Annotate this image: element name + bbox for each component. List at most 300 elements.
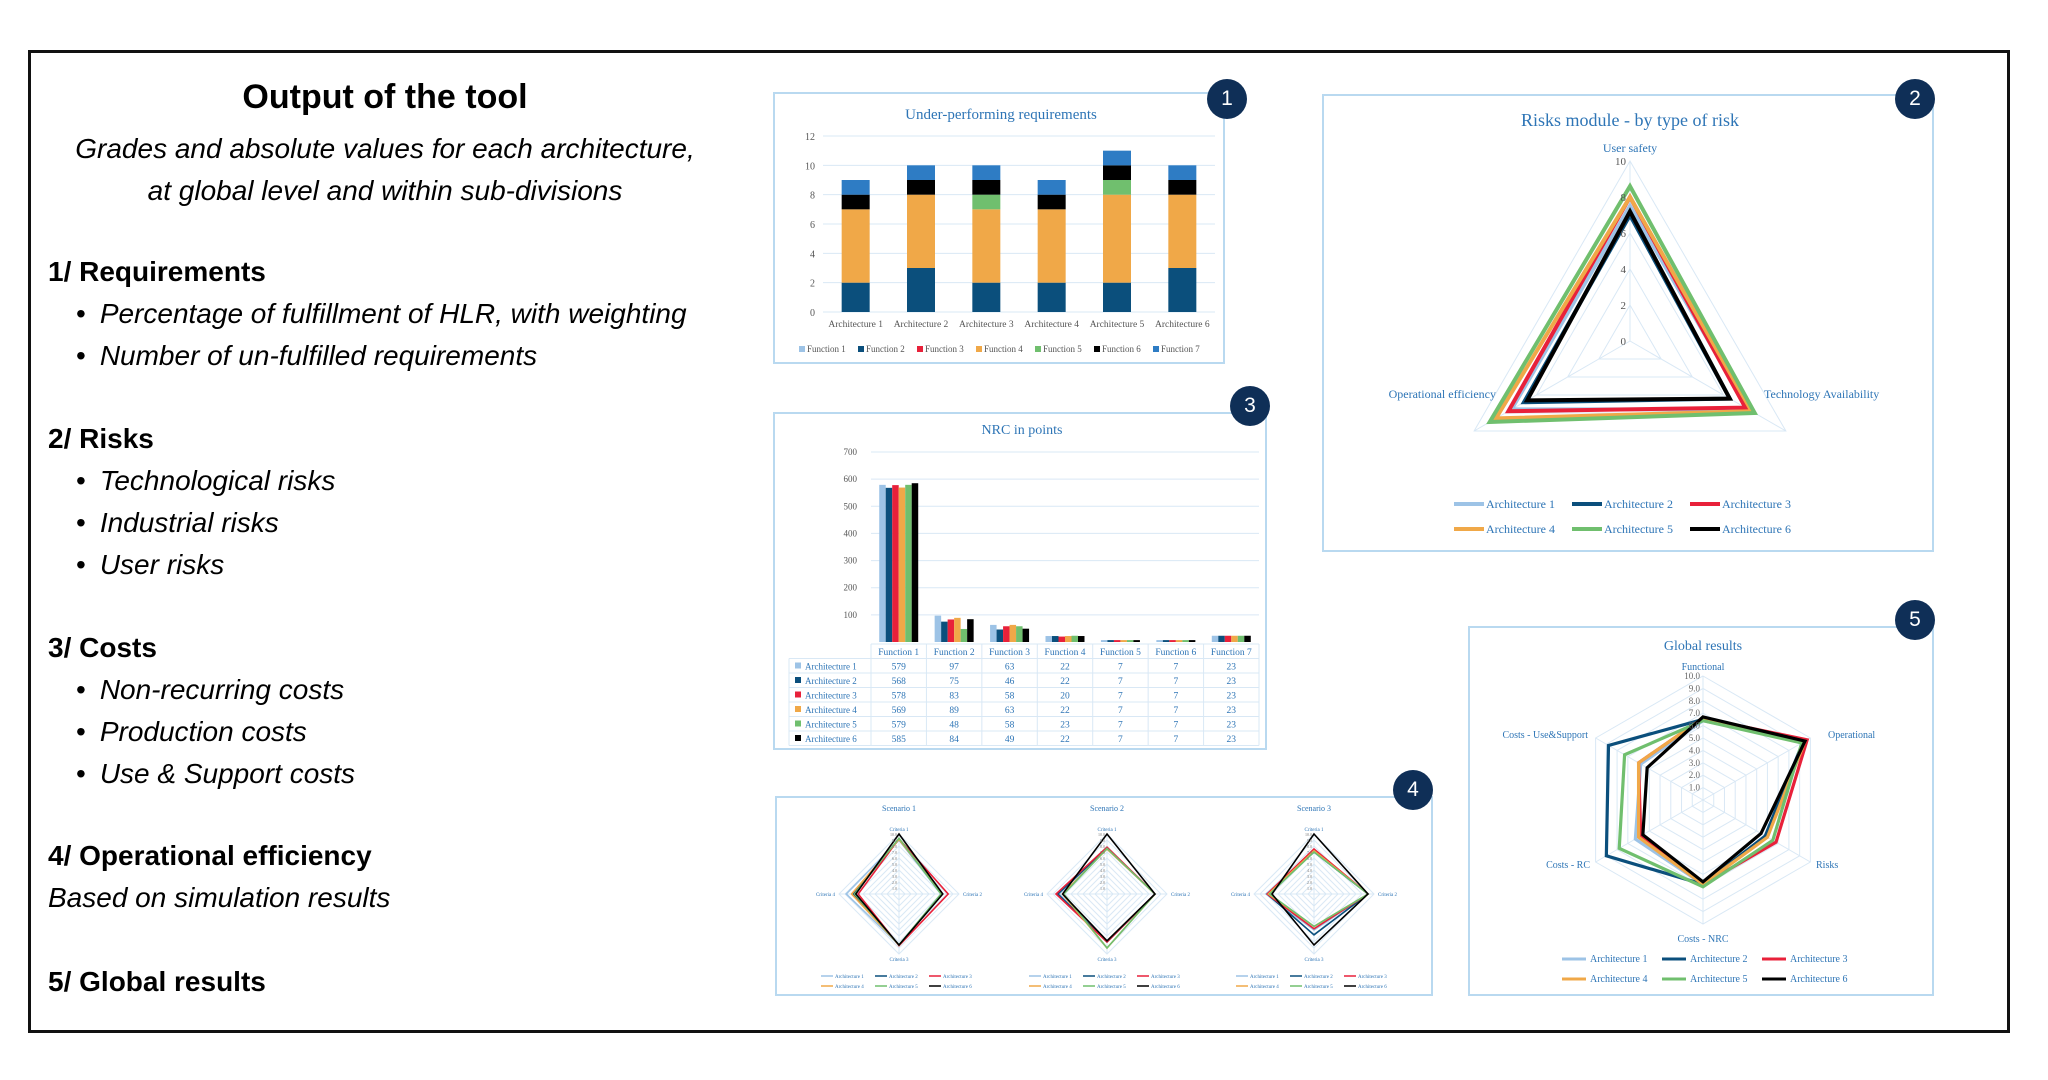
bullet-text: Use & Support costs: [99, 758, 356, 789]
r-tick-label: 6.0: [1307, 856, 1312, 861]
data-label: 585: [891, 735, 906, 745]
r-tick-label: 6.0: [1688, 720, 1700, 731]
x-tick-label: Function 7: [1210, 648, 1252, 658]
data-label: 22: [1060, 662, 1070, 673]
r-tick-label: 10.0: [1098, 832, 1105, 837]
axis-label: Criteria 2: [1171, 893, 1191, 898]
bullet-marker: •: [76, 507, 86, 538]
legend-label: Architecture 1: [1486, 497, 1555, 511]
bar-segment: [842, 283, 870, 312]
r-tick-label: 1.0: [1100, 886, 1105, 891]
bullet-item: [76, 298, 687, 330]
y-tick-label: 4: [810, 249, 815, 261]
bar-segment: [907, 165, 935, 180]
bullet-marker: •: [76, 298, 86, 329]
x-tick-label: Function 4: [1044, 648, 1086, 658]
legend-label: Architecture 2: [1304, 975, 1333, 980]
bar: [967, 619, 974, 642]
data-label: 578: [891, 691, 906, 702]
bullet-marker: •: [76, 549, 86, 580]
axis-label: Criteria 1: [889, 828, 909, 833]
bullet-marker: •: [76, 465, 86, 496]
data-label: 7: [1118, 662, 1123, 673]
legend-swatch: [795, 735, 801, 741]
data-label: 7: [1118, 706, 1123, 716]
bullet-marker: •: [76, 340, 86, 371]
bar: [1218, 636, 1225, 642]
x-tick-label: Architecture 3: [959, 320, 1014, 330]
data-label: 22: [1060, 735, 1070, 745]
y-tick-label: 400: [843, 528, 857, 539]
r-tick-label: 9.0: [892, 838, 897, 843]
section-heading-global-results: 5/ Global results: [48, 966, 266, 997]
r-tick-label: 7.0: [1307, 850, 1312, 855]
bar: [990, 625, 997, 642]
axis-label: Criteria 1: [1097, 828, 1117, 833]
legend-label: Architecture 5: [1690, 974, 1748, 985]
legend-swatch: [799, 346, 805, 352]
r-tick-label: 7.0: [892, 850, 897, 855]
data-label: 49: [1004, 735, 1015, 745]
legend-swatch: [1153, 346, 1159, 352]
radar-series-line: [1606, 719, 1803, 884]
axis-label: Costs - NRC: [1677, 934, 1729, 945]
bar: [1182, 640, 1189, 642]
bar-segment: [972, 209, 1000, 282]
section-heading-operational-efficiency: 4/ Operational efficiency: [48, 840, 372, 871]
r-tick-label: 10.0: [1305, 832, 1312, 837]
bar: [1107, 640, 1114, 642]
bullet-text: Technological risks: [99, 465, 336, 496]
data-label: 23: [1226, 677, 1237, 687]
bar: [1133, 640, 1140, 642]
bar: [899, 488, 906, 642]
bar: [1120, 640, 1127, 642]
r-tick-label: 4.0: [1688, 745, 1700, 756]
data-label: 48: [949, 720, 959, 731]
legend-label: Architecture 2: [1097, 975, 1126, 980]
bar: [1072, 636, 1079, 642]
legend-label: Architecture 6: [943, 985, 972, 990]
bar-segment: [907, 180, 935, 195]
data-label: 97: [949, 662, 959, 673]
legend-label: Architecture 3: [943, 975, 972, 980]
bar: [912, 483, 919, 642]
axis-label: Technology Availability: [1764, 387, 1880, 401]
chart-panel-scenarios: [775, 796, 1433, 996]
chart-scenario-radars: [777, 798, 1435, 998]
data-label: 89: [949, 706, 959, 716]
axis-label: Costs - RC: [1546, 860, 1590, 871]
bar: [1176, 640, 1183, 642]
x-tick-label: Function 6: [1155, 648, 1197, 658]
data-label: 63: [1004, 662, 1015, 673]
legend-label: Function 6: [1102, 344, 1141, 354]
bar-segment: [972, 165, 1000, 180]
y-tick-label: 200: [843, 582, 857, 593]
data-label: 23: [1226, 706, 1237, 716]
legend-label: Architecture 3: [1790, 954, 1848, 965]
bar-segment: [1103, 195, 1131, 283]
radar-series-line: [1056, 847, 1155, 942]
r-tick-label: 4: [1620, 264, 1626, 276]
legend-label: Architecture 5: [1604, 522, 1673, 536]
legend-swatch: [1035, 346, 1041, 352]
bullet-text: User risks: [99, 549, 225, 580]
data-label: 7: [1173, 662, 1179, 673]
bar: [1127, 640, 1134, 642]
r-tick-label: 1.0: [1307, 886, 1312, 891]
data-label: 83: [949, 691, 959, 702]
legend-label: Function 3: [925, 344, 964, 354]
bar-segment: [1038, 283, 1066, 312]
r-tick-label: 8.0: [1307, 844, 1312, 849]
r-tick-label: 8.0: [1688, 695, 1700, 706]
bar-segment: [972, 180, 1000, 195]
bar-segment: [842, 180, 870, 195]
bullet-text: Production costs: [99, 716, 307, 747]
bar: [954, 618, 961, 642]
x-tick-label: Architecture 6: [1155, 320, 1210, 330]
bullet-item: [76, 465, 335, 497]
bar: [1003, 626, 1010, 642]
axis-label: Criteria 4: [815, 893, 835, 898]
legend-swatch: [795, 721, 801, 727]
data-label: 84: [949, 735, 959, 745]
bar-segment: [1103, 165, 1131, 180]
main-title: Output of the tool: [242, 78, 528, 116]
r-tick-label: 1.0: [1688, 782, 1700, 793]
legend-label: Architecture 1: [835, 975, 864, 980]
r-tick-label: 3.0: [1688, 757, 1700, 768]
bar: [1010, 625, 1017, 642]
legend-swatch: [795, 663, 801, 669]
axis-label: Criteria 3: [1304, 958, 1324, 963]
legend-label: Architecture 3: [1151, 975, 1180, 980]
bar-segment: [1168, 180, 1196, 195]
data-label: 23: [1060, 720, 1070, 731]
r-tick-label: 10.0: [1684, 671, 1700, 681]
bar: [1078, 636, 1085, 642]
bar: [941, 622, 948, 642]
r-tick-label: 1.0: [892, 886, 897, 891]
bar-segment: [1168, 268, 1196, 312]
legend-label: Architecture 4: [1590, 974, 1648, 985]
axis-label: Operational efficiency: [1388, 387, 1496, 401]
r-tick-label: 4.0: [1100, 868, 1105, 873]
bar-segment: [842, 209, 870, 282]
r-tick-label: 9.0: [1688, 683, 1700, 694]
chart-panel-risks: [1322, 94, 1934, 552]
bullet-marker: •: [76, 716, 86, 747]
axis-label: Costs - Use&Support: [1502, 730, 1588, 741]
legend-label: Architecture 6: [805, 734, 857, 744]
bar: [1189, 640, 1196, 642]
legend-swatch: [1094, 346, 1100, 352]
axis-label: Criteria 2: [1378, 893, 1398, 898]
legend-label: Architecture 2: [805, 676, 857, 686]
data-label: 22: [1060, 677, 1070, 687]
bar: [1065, 636, 1072, 642]
data-label: 63: [1004, 706, 1015, 716]
axis-label: Risks: [1816, 860, 1839, 871]
legend-label: Architecture 6: [1358, 985, 1387, 990]
legend-label: Architecture 2: [889, 975, 918, 980]
bar: [1114, 640, 1121, 642]
bar-segment: [907, 268, 935, 312]
bullet-text: Percentage of fulfillment of HLR, with weighting: [99, 298, 687, 329]
chart-global-results-radar: [1470, 628, 1936, 998]
legend-label: Function 7: [1161, 344, 1200, 354]
legend-label: Architecture 1: [1590, 954, 1648, 965]
bar: [1225, 636, 1232, 642]
axis-label: Criteria 3: [889, 958, 909, 963]
data-label: 7: [1173, 720, 1179, 731]
data-label: 7: [1118, 735, 1123, 745]
bar: [948, 619, 955, 642]
bullet-text: Industrial risks: [99, 507, 279, 538]
bar-segment: [1038, 195, 1066, 210]
legend-label: Architecture 3: [805, 690, 857, 701]
bar: [1059, 637, 1066, 642]
bar-segment: [1103, 151, 1131, 166]
y-tick-label: 8: [810, 190, 815, 202]
bar-segment: [842, 195, 870, 210]
y-tick-label: 500: [843, 501, 857, 512]
bullet-marker: •: [76, 674, 86, 705]
r-tick-label: 2.0: [1688, 770, 1700, 781]
r-tick-label: 9.0: [1100, 838, 1105, 843]
legend-swatch: [795, 692, 801, 698]
r-tick-label: 9.0: [1307, 838, 1312, 843]
x-tick-label: Function 3: [989, 648, 1031, 658]
r-tick-label: 0: [1620, 336, 1626, 348]
r-tick-label: 10.0: [890, 832, 897, 837]
legend-label: Architecture 4: [805, 705, 857, 715]
legend-label: Architecture 1: [1250, 975, 1279, 980]
y-tick-label: 10: [805, 161, 815, 173]
badge-number: 5: [1895, 600, 1935, 640]
chart-title: Global results: [1663, 639, 1743, 654]
legend-swatch: [976, 346, 982, 352]
legend-label: Architecture 4: [1043, 985, 1072, 990]
chart-under-performing-requirements: [775, 94, 1227, 366]
x-tick-label: Function 2: [933, 648, 975, 658]
x-tick-label: Architecture 4: [1024, 320, 1079, 330]
y-tick-label: 300: [843, 555, 857, 566]
r-tick-label: 6.0: [892, 856, 897, 861]
r-tick-label: 10: [1615, 156, 1626, 168]
bar: [1238, 636, 1245, 642]
bar: [961, 629, 968, 642]
badge-number: 4: [1393, 770, 1433, 810]
section-heading-requirements: 1/ Requirements: [48, 256, 266, 287]
bar: [1163, 640, 1170, 642]
bar: [1052, 636, 1059, 642]
r-tick-label: 5.0: [892, 862, 897, 867]
bullet-text: Number of un-fulfilled requirements: [99, 340, 538, 371]
legend-swatch: [795, 706, 801, 712]
legend-label: Architecture 5: [1304, 985, 1333, 990]
r-tick-label: 4.0: [1307, 868, 1312, 873]
data-label: 75: [949, 677, 959, 687]
r-tick-label: 2.0: [892, 880, 897, 885]
subtitle-line-2: at global level and within sub-divisions: [147, 175, 623, 206]
bullet-item: [76, 507, 279, 539]
y-tick-label: 2: [810, 278, 815, 290]
r-tick-label: 5.0: [1688, 733, 1700, 743]
r-tick-label: 3.0: [1307, 874, 1312, 879]
data-label: 20: [1060, 691, 1070, 702]
bullet-item: [76, 549, 224, 581]
subtitle-line-1: Grades and absolute values for each architecture,: [75, 133, 695, 164]
data-label: 7: [1118, 691, 1123, 702]
bullet-item: [76, 674, 344, 706]
data-label: 568: [891, 677, 906, 687]
r-tick-label: 3.0: [1100, 874, 1105, 879]
r-tick-label: 8.0: [1100, 844, 1105, 849]
bar: [1231, 636, 1238, 642]
y-tick-label: 100: [843, 609, 857, 620]
chart-panel-global-results: [1468, 626, 1934, 996]
r-tick-label: 8: [1620, 192, 1626, 204]
chart-risks-radar: [1324, 96, 1936, 554]
legend-label: Architecture 2: [1604, 497, 1673, 511]
r-tick-label: 5.0: [1307, 862, 1312, 867]
bar-segment: [1103, 180, 1131, 195]
r-tick-label: 8.0: [892, 844, 897, 849]
data-label: 7: [1173, 677, 1179, 687]
r-tick-label: 4.0: [892, 868, 897, 873]
legend-label: Architecture 5: [1097, 985, 1126, 990]
bar: [1046, 636, 1053, 642]
bar: [879, 485, 886, 642]
legend-label: Architecture 5: [889, 985, 918, 990]
legend-label: Architecture 5: [805, 719, 857, 730]
bar-segment: [972, 195, 1000, 210]
data-label: 7: [1173, 691, 1179, 702]
radar-series-line: [1508, 197, 1745, 411]
bullet-item: [76, 758, 355, 790]
y-tick-label: 12: [805, 132, 815, 143]
y-tick-label: 600: [843, 474, 857, 485]
r-tick-label: 6: [1620, 228, 1626, 240]
legend-swatch: [795, 677, 801, 683]
r-tick-label: 5.0: [1100, 862, 1105, 867]
axis-label: Criteria 3: [1097, 958, 1117, 963]
legend-label: Architecture 4: [1250, 985, 1279, 990]
badge-number: 3: [1230, 386, 1270, 426]
data-label: 23: [1226, 720, 1237, 731]
data-label: 58: [1004, 720, 1015, 731]
x-tick-label: Architecture 2: [893, 320, 949, 330]
x-tick-label: Function 1: [878, 648, 920, 658]
data-label: 23: [1226, 691, 1237, 702]
axis-label: Criteria 4: [1230, 893, 1250, 898]
bar: [1016, 626, 1023, 642]
data-label: 7: [1173, 735, 1179, 745]
bar-segment: [1038, 209, 1066, 282]
bar: [935, 616, 942, 642]
section-heading-risks: 2/ Risks: [48, 423, 154, 454]
x-tick-label: Architecture 1: [828, 320, 883, 330]
legend-label: Function 1: [807, 344, 846, 354]
axis-label: Criteria 1: [1304, 828, 1324, 833]
bullet-marker: •: [76, 758, 86, 789]
r-tick-label: 7.0: [1100, 850, 1105, 855]
badge-number: 1: [1207, 79, 1247, 119]
bullet-item: [76, 716, 307, 748]
bar: [1212, 636, 1219, 642]
legend-swatch: [917, 346, 923, 352]
chart-title: Under-performing requirements: [905, 107, 1097, 123]
bar: [1023, 629, 1030, 642]
bar: [892, 485, 899, 642]
data-label: 579: [891, 662, 906, 673]
r-tick-label: 3.0: [892, 874, 897, 879]
axis-label: Criteria 4: [1023, 893, 1043, 898]
bar: [1169, 640, 1176, 642]
data-label: 23: [1226, 735, 1237, 745]
legend-label: Architecture 4: [1486, 522, 1555, 536]
chart-panel-under-performing: [773, 92, 1225, 364]
bar: [1244, 636, 1251, 642]
bar-segment: [1038, 180, 1066, 195]
legend-label: Architecture 1: [1043, 975, 1072, 980]
section-heading-costs: 3/ Costs: [48, 632, 157, 663]
legend-label: Function 4: [984, 344, 1023, 354]
chart-title: Scenario 3: [1297, 804, 1331, 813]
y-tick-label: 0: [810, 308, 815, 319]
r-tick-label: 2.0: [1100, 880, 1105, 885]
bar: [1101, 640, 1108, 642]
axis-label: Criteria 2: [963, 893, 983, 898]
section-note: Based on simulation results: [48, 882, 391, 913]
r-tick-label: 2: [1620, 300, 1626, 312]
data-label: 23: [1226, 662, 1237, 673]
axis-label: Functional: [1681, 662, 1725, 673]
r-tick-label: 2.0: [1307, 880, 1312, 885]
y-tick-label: 6: [810, 220, 815, 231]
legend-label: Architecture 6: [1722, 522, 1791, 536]
data-label: 7: [1118, 677, 1123, 687]
bullet-text: Non-recurring costs: [99, 674, 345, 705]
bar: [886, 488, 893, 642]
data-label: 7: [1173, 706, 1179, 716]
legend-label: Architecture 2: [1690, 954, 1748, 965]
data-label: 569: [891, 706, 906, 716]
axis-label: Operational: [1828, 730, 1876, 741]
legend-label: Architecture 3: [1722, 497, 1791, 511]
chart-title: Scenario 1: [882, 804, 916, 813]
legend-label: Function 5: [1043, 344, 1082, 354]
data-label: 46: [1004, 677, 1015, 687]
bar: [997, 630, 1004, 642]
badge-number: 2: [1895, 79, 1935, 119]
radar-series-line: [1272, 834, 1368, 945]
bar: [1156, 640, 1163, 642]
chart-panel-nrc: [773, 412, 1267, 750]
chart-title: Risks module - by type of risk: [1521, 110, 1739, 130]
bar-segment: [1168, 195, 1196, 268]
bar-segment: [907, 195, 935, 268]
x-tick-label: Function 5: [1099, 648, 1141, 658]
chart-title: Scenario 2: [1090, 804, 1124, 813]
chart-nrc-in-points: [775, 414, 1269, 752]
x-tick-label: Architecture 5: [1089, 320, 1145, 330]
bullet-item: [76, 340, 537, 372]
legend-label: Architecture 6: [1790, 974, 1848, 985]
